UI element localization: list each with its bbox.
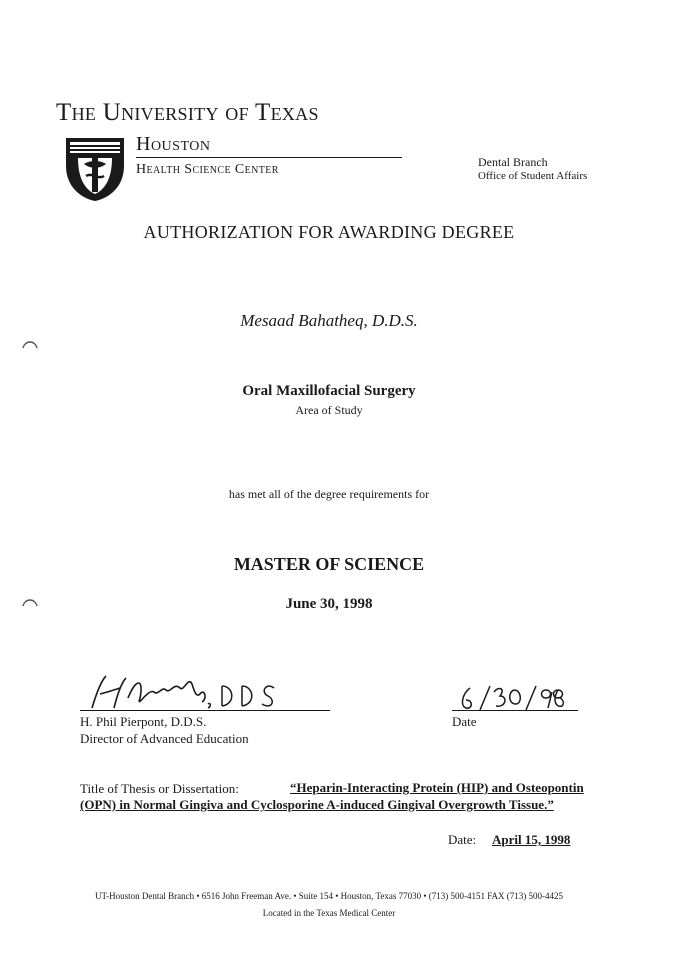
director-signature (84, 668, 284, 714)
requirements-statement: has met all of the degree requirements for (228, 487, 430, 501)
signature-line (80, 710, 330, 711)
degree-date: June 30, 1998 (285, 596, 373, 612)
university-name: The University of Texas (56, 99, 319, 126)
degree-title: MASTER OF SCIENCE (233, 554, 425, 574)
university-seal-icon (64, 136, 126, 202)
date-line (452, 710, 578, 711)
branch-name: Dental Branch (478, 155, 548, 169)
campus-name: Houston (136, 133, 211, 155)
footer-address: UT-Houston Dental Branch • 6516 John Freeman Ave. • Suite 154 • Houston, Texas 77030 • (713) 500-4151 FAX (713) 500-4425 (94, 891, 564, 901)
document-heading: AUTHORIZATION FOR AWARDING DEGREE (143, 222, 515, 242)
recipient-name: Mesaad Bahatheq, D.D.S. (240, 311, 418, 330)
footer-location: Located in the Texas Medical Center (262, 908, 396, 918)
area-of-study-caption: Area of Study (295, 403, 363, 417)
area-of-study: Oral Maxillofacial Surgery (242, 383, 416, 399)
date-label: Date (452, 714, 477, 729)
office-name: Office of Student Affairs (478, 170, 588, 182)
handwritten-date (456, 682, 566, 712)
thesis-date-label: Date: (448, 832, 477, 847)
thesis-title-line-1: “Heparin-Interacting Protein (HIP) and Osteopontin (290, 780, 584, 795)
center-name: Health Science Center (136, 162, 279, 177)
letterhead-rule (136, 157, 402, 158)
thesis-label: Title of Thesis or Dissertation: (80, 781, 239, 796)
signer-title: Director of Advanced Education (80, 731, 249, 746)
punch-hole-icon (22, 338, 38, 350)
thesis-date: April 15, 1998 (492, 832, 571, 847)
thesis-title-line-2: (OPN) in Normal Gingiva and Cyclosporine A-induced Gingival Overgrowth Tissue.” (80, 797, 554, 812)
signer-name: H. Phil Pierpont, D.D.S. (80, 714, 207, 729)
